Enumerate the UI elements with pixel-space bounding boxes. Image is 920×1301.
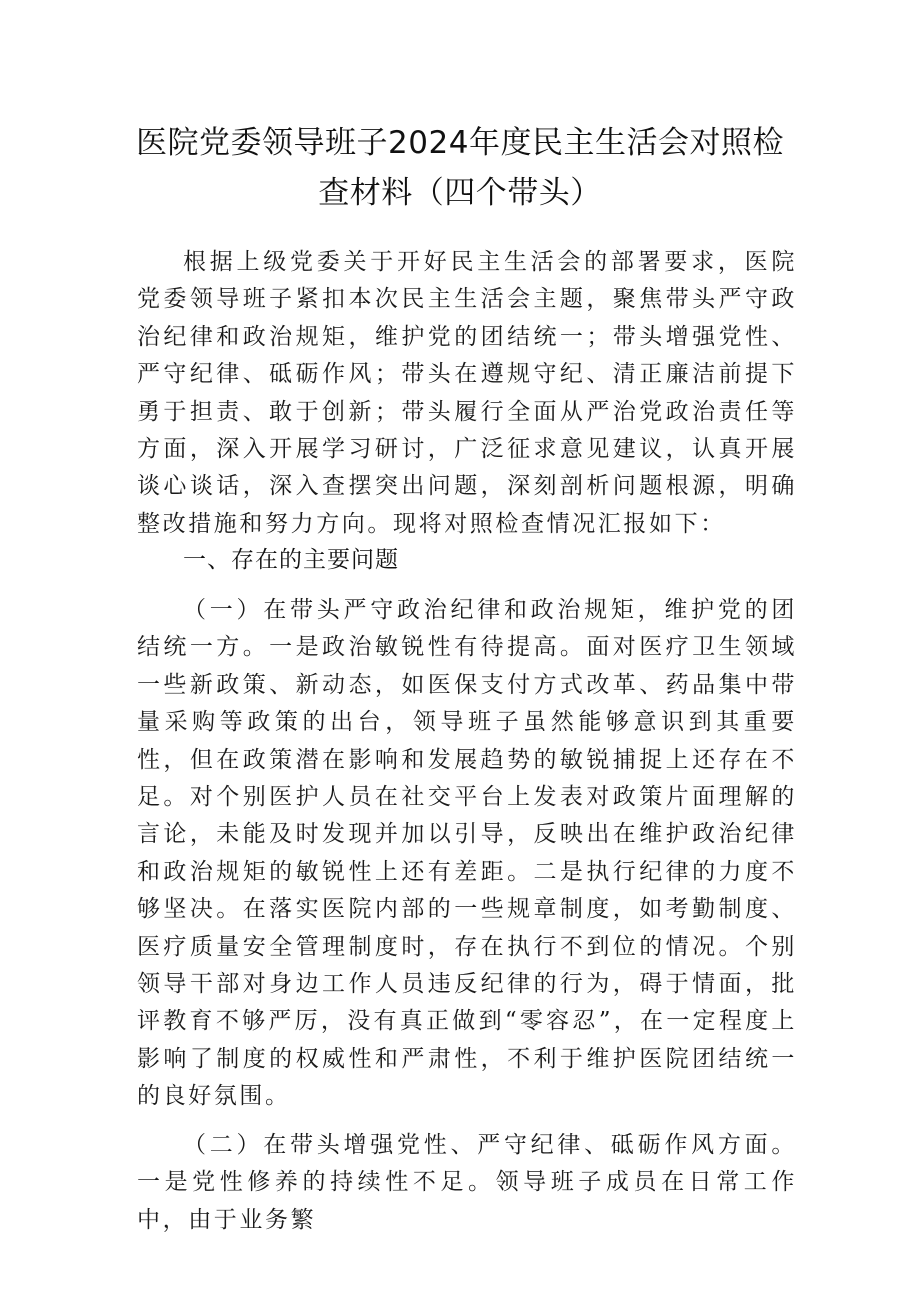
section-1-paragraph: （一）在带头严守政治纪律和政治规矩，维护党的团结统一方。一是政治敏锐性有待提高。面对医疗卫生领域一些新政策、新动态，如医保支付方式改革、药品集中带量采购等政策的出台，领导班子虽然能够意识到其重要性，但在政策潜在影响和发展趋势的敏锐捕捉上还存在不足。对个别医护人员在社交平台上发表对政策片面理解的言论，未能及时发现并加以引导，反映出在维护政治纪律和政治规矩的敏锐性上还有差距。二是执行纪律的力度不够坚决。在落实医院内部的一些规章制度，如考勤制度、医疗质量安全管理制度时，存在执行不到位的情况。个别领导干部对身边工作人员违反纪律的行为，碍于情面，批评教育不够严厉，没有真正做到“零容忍”，在一定程度上影响了制度的权威性和严肃性，不利于维护医院团结统一的良好氛围。 bbox=[137, 597, 797, 1110]
section-2-paragraph: （二）在带头增强党性、严守纪律、砥砺作风方面。一是党性修养的持续性不足。领导班子成员在日常工作中，由于业务繁 bbox=[137, 1132, 797, 1233]
section-heading: 一、存在的主要问题 bbox=[183, 547, 399, 573]
document-title: 医院党委领导班子2024年度民主生活会对照检查材料（四个带头） bbox=[136, 125, 784, 211]
intro-paragraph: 根据上级党委关于开好民主生活会的部署要求，医院党委领导班子紧扣本次民主生活会主题，聚焦带头严守政治纪律和政治规矩，维护党的团结统一；带头增强党性、严守纪律、砥砺作风；带头在遵规守纪、清正廉洁前提下勇于担责、敢于创新；带头履行全面从严治党政治责任等方面，深入开展学习研讨，广泛征求意见建议，认真开展谈心谈话，深入查摆突出问题，深刻剖析问题根源，明确整改措施和努力方向。现将对照检查情况汇报如下： bbox=[137, 249, 797, 537]
